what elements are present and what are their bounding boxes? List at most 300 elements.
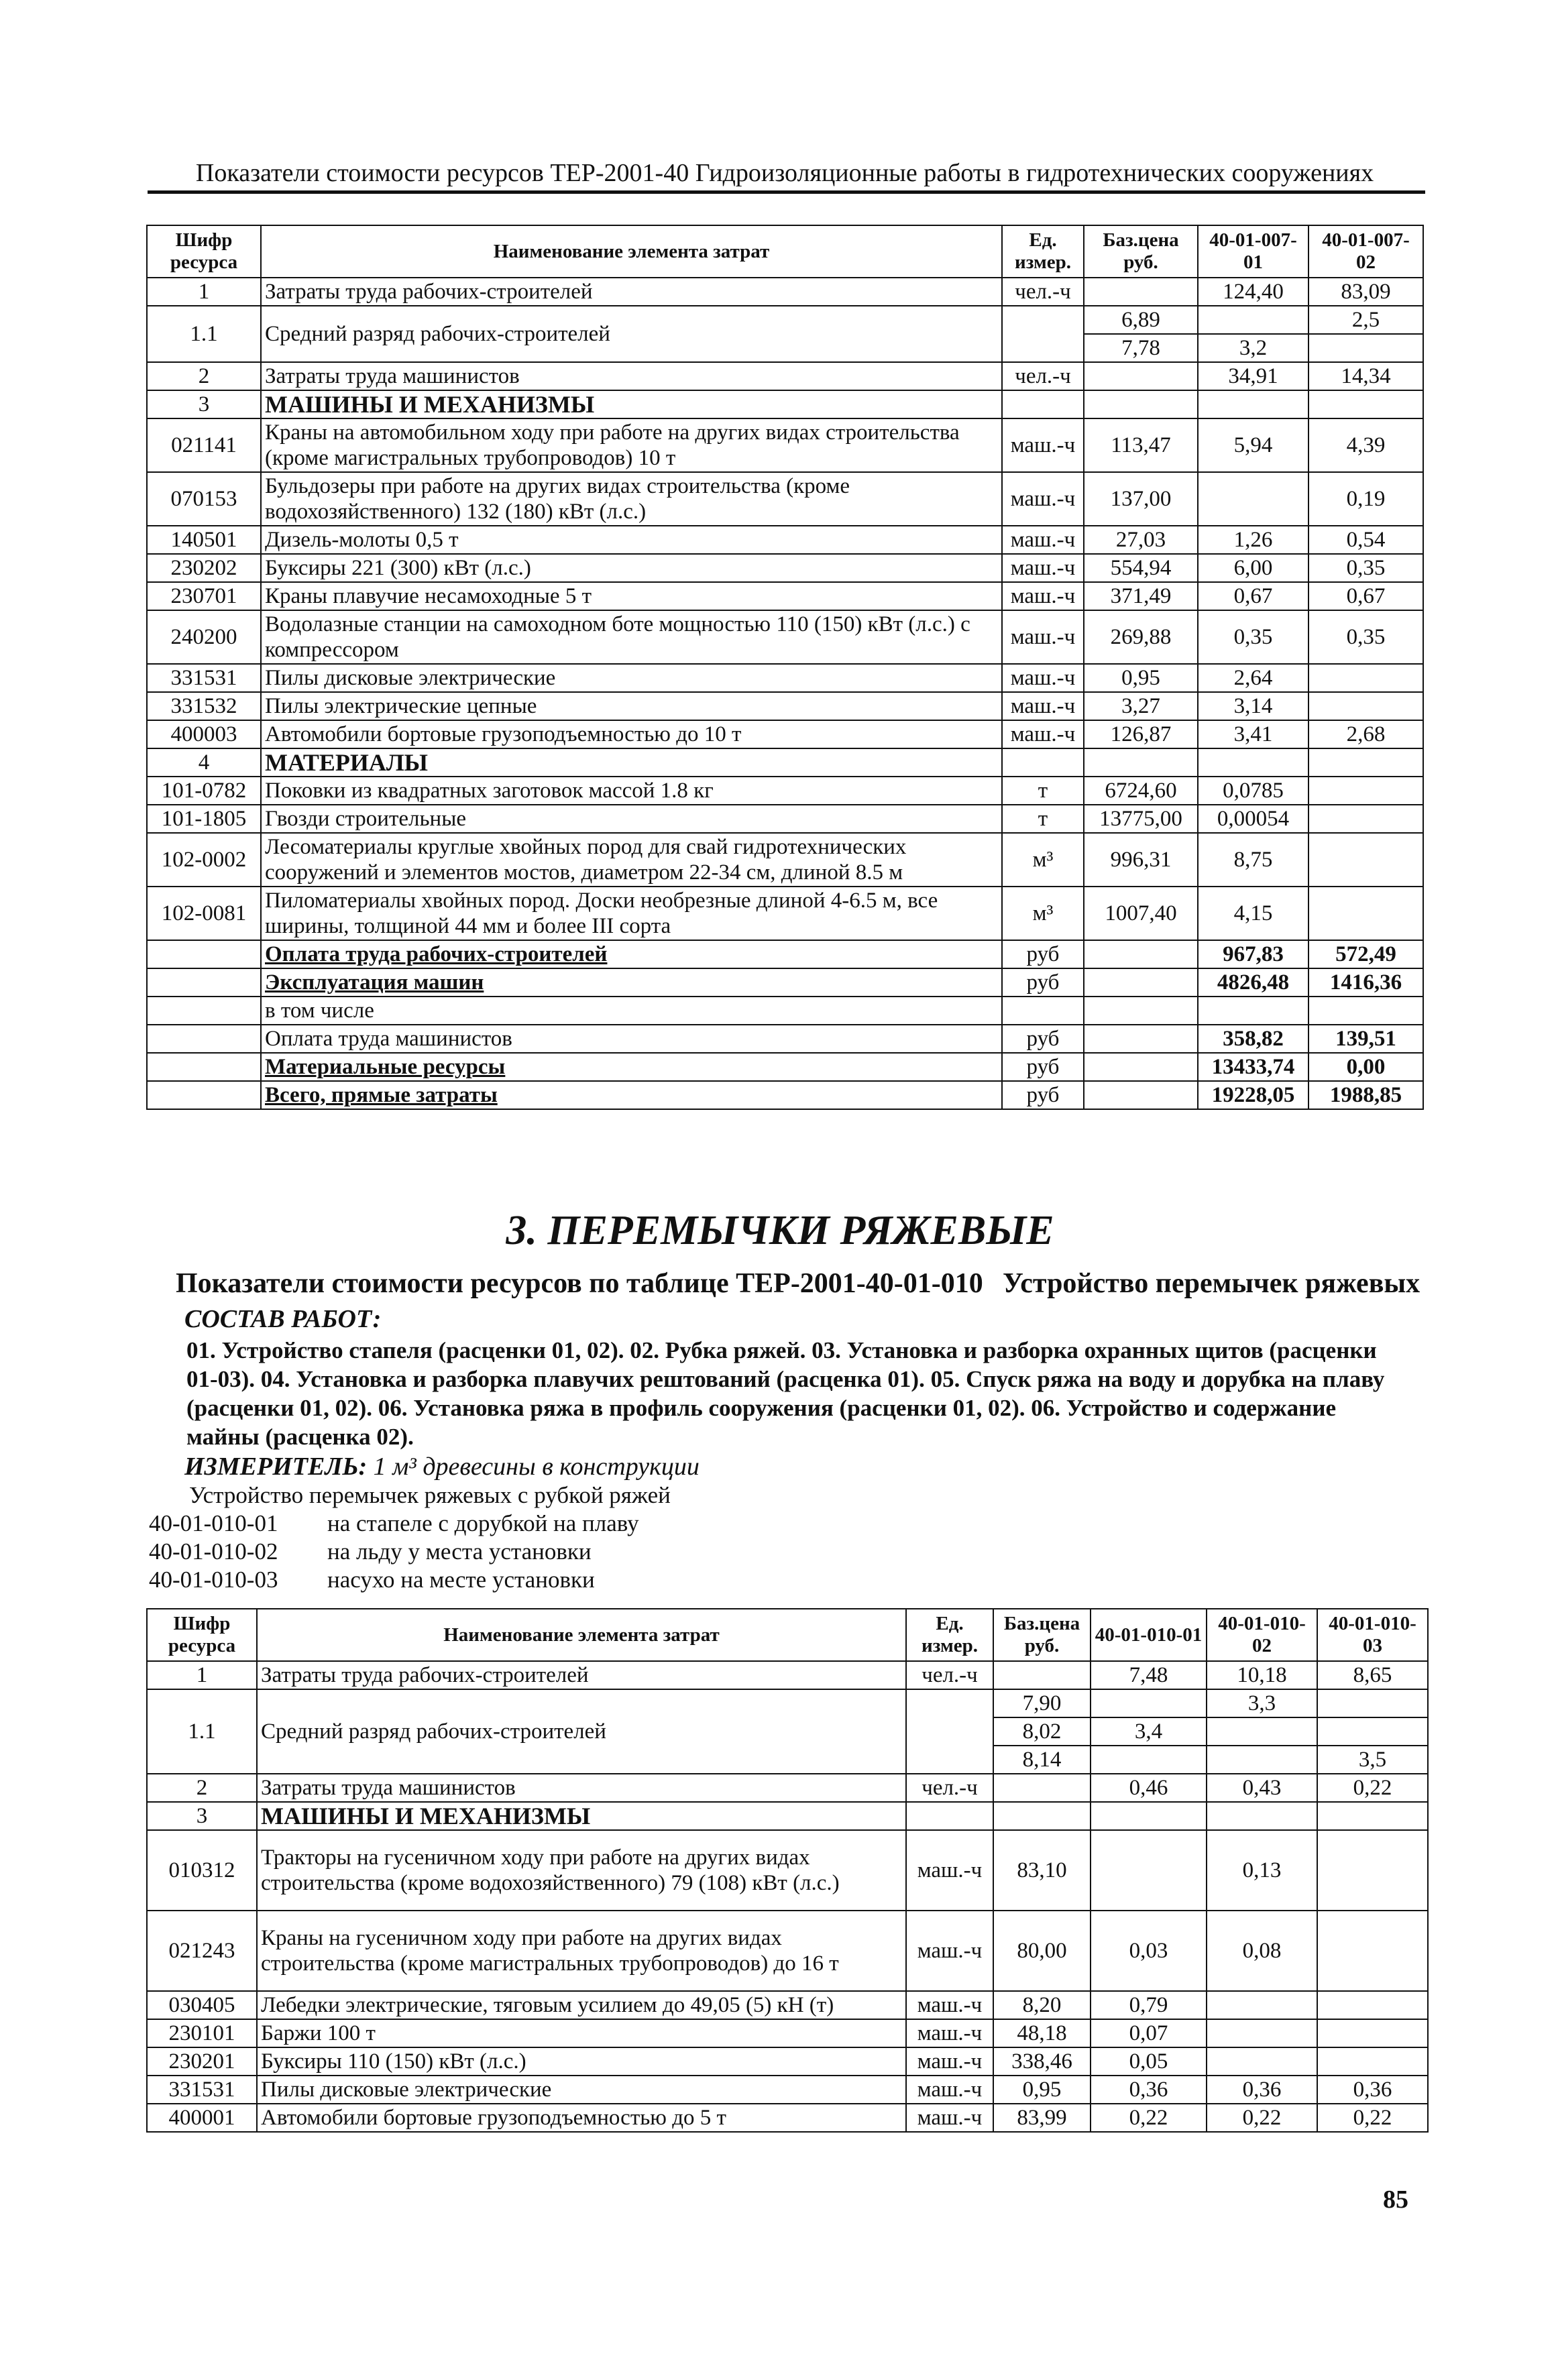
cell-code: 3 bbox=[147, 1802, 257, 1830]
composition-label: СОСТАВ РАБОТ: bbox=[184, 1305, 382, 1333]
cell-name: Автомобили бортовые грузоподъемностью до 5 т bbox=[257, 2104, 906, 2132]
cell-norm-1: 5,94 bbox=[1198, 418, 1308, 472]
col-header-norm-2: 40-01-010-02 bbox=[1207, 1609, 1317, 1661]
col-header-unit: Ед. измер. bbox=[906, 1609, 993, 1661]
cell-price: 80,00 bbox=[993, 1911, 1091, 1991]
cell-name: Затраты труда машинистов bbox=[261, 362, 1002, 390]
cell-price bbox=[993, 1774, 1091, 1802]
cell-name: Всего, прямые затраты bbox=[261, 1081, 1002, 1109]
cell-name: МАШИНЫ И МЕХАНИЗМЫ bbox=[261, 390, 1002, 418]
cell-code: 101-0782 bbox=[147, 777, 261, 805]
cell-norm-1: 0,07 bbox=[1091, 2019, 1207, 2047]
cell-norm-2: 0,43 bbox=[1207, 1774, 1317, 1802]
cell-price: 371,49 bbox=[1084, 582, 1198, 610]
cell-norm-3 bbox=[1317, 1911, 1428, 1991]
cell-norm-1: 0,22 bbox=[1091, 2104, 1207, 2132]
cell-name: Автомобили бортовые грузоподъемностью до 10 т bbox=[261, 720, 1002, 748]
cell-norm-3: 0,22 bbox=[1317, 1774, 1428, 1802]
cell-unit: маш.-ч bbox=[1002, 472, 1084, 526]
cell-norm-1 bbox=[1091, 1830, 1207, 1911]
cell-price bbox=[1084, 390, 1198, 418]
cell-unit bbox=[1002, 748, 1084, 777]
cell-unit: чел.-ч bbox=[1002, 362, 1084, 390]
cell-unit: маш.-ч bbox=[906, 1830, 993, 1911]
cell-unit: маш.-ч bbox=[1002, 720, 1084, 748]
summary-row bbox=[147, 1081, 1423, 1109]
cell-norm-2: 0,67 bbox=[1308, 582, 1423, 610]
cell-price bbox=[993, 1802, 1091, 1830]
header-rule bbox=[148, 190, 1425, 194]
cell-price: 554,94 bbox=[1084, 554, 1198, 582]
cell-norm-1: 0,46 bbox=[1091, 1774, 1207, 1802]
cell-name: Пилы электрические цепные bbox=[261, 692, 1002, 720]
cell-norm-1: 358,82 bbox=[1198, 1025, 1308, 1053]
cell-norm-3: 0,22 bbox=[1317, 2104, 1428, 2132]
cell-unit: т bbox=[1002, 805, 1084, 833]
cell-price: 0,95 bbox=[1084, 664, 1198, 692]
cell-norm-1: 0,36 bbox=[1091, 2076, 1207, 2104]
cell-price: 3,27 bbox=[1084, 692, 1198, 720]
summary-row bbox=[147, 940, 1423, 968]
page-number: 85 bbox=[1383, 2186, 1408, 2214]
table-row bbox=[147, 720, 1423, 748]
cell-code: 030405 bbox=[147, 1991, 257, 2019]
cell-name: Оплата труда машинистов bbox=[261, 1025, 1002, 1053]
cell-price: 1007,40 bbox=[1084, 887, 1198, 940]
meter-label-text: ИЗМЕРИТЕЛЬ: bbox=[184, 1453, 368, 1481]
cell-unit: руб bbox=[1002, 940, 1084, 968]
col-header-norm-1: 40-01-010-01 bbox=[1091, 1609, 1207, 1661]
summary-row bbox=[147, 1053, 1423, 1081]
cell-norm-2 bbox=[1308, 997, 1423, 1025]
cell-code: 331532 bbox=[147, 692, 261, 720]
cell-norm-2 bbox=[1207, 1746, 1317, 1774]
cell-norm-3 bbox=[1317, 1830, 1428, 1911]
cell-unit: маш.-ч bbox=[1002, 418, 1084, 472]
cell-norm-1: 0,05 bbox=[1091, 2047, 1207, 2076]
cell-code bbox=[147, 940, 261, 968]
table-row bbox=[147, 1911, 1428, 1991]
table-row bbox=[147, 1802, 1428, 1830]
cell-code: 102-0081 bbox=[147, 887, 261, 940]
cell-norm-2: 1416,36 bbox=[1308, 968, 1423, 997]
table-row bbox=[147, 833, 1423, 887]
cell-name: Бульдозеры при работе на других видах строительства (кроме водохозяйственного) 132 (180) кВт (л.с.) bbox=[261, 472, 1002, 526]
meter-label bbox=[184, 1452, 700, 1481]
cell-norm-2: 2,5 bbox=[1308, 306, 1423, 334]
cell-name: Краны плавучие несамоходные 5 т bbox=[261, 582, 1002, 610]
cell-code: 230101 bbox=[147, 2019, 257, 2047]
table-row bbox=[147, 1774, 1428, 1802]
cell-norm-2: 0,54 bbox=[1308, 526, 1423, 554]
cell-price: 996,31 bbox=[1084, 833, 1198, 887]
cell-norm-3 bbox=[1317, 2019, 1428, 2047]
cell-code: 3 bbox=[147, 390, 261, 418]
cell-unit: маш.-ч bbox=[906, 2104, 993, 2132]
table-row bbox=[147, 2047, 1428, 2076]
cell-price bbox=[1084, 1025, 1198, 1053]
cell-norm-1: 124,40 bbox=[1198, 278, 1308, 306]
cell-norm-1: 13433,74 bbox=[1198, 1053, 1308, 1081]
rate-item-code: 40-01-010-02 bbox=[149, 1538, 278, 1565]
cell-price: 8,02 bbox=[993, 1717, 1091, 1746]
cell-norm-1: 6,00 bbox=[1198, 554, 1308, 582]
section-subtitle-name: Устройство перемычек ряжевых bbox=[1003, 1268, 1420, 1299]
col-header-name: Наименование элемента затрат bbox=[261, 225, 1002, 278]
cell-norm-1 bbox=[1198, 306, 1308, 334]
cell-norm-3 bbox=[1317, 1689, 1428, 1717]
cell-price: 13775,00 bbox=[1084, 805, 1198, 833]
col-header-norm-1: 40-01-007-01 bbox=[1198, 225, 1308, 278]
rate-item-text: насухо на месте установки bbox=[327, 1567, 595, 1593]
cell-norm-2: 1988,85 bbox=[1308, 1081, 1423, 1109]
cell-code: 4 bbox=[147, 748, 261, 777]
rate-item-text: на льду у места установки bbox=[327, 1538, 592, 1565]
cell-name: Баржи 100 т bbox=[257, 2019, 906, 2047]
cell-norm-3 bbox=[1317, 1717, 1428, 1746]
cell-price bbox=[1084, 362, 1198, 390]
cell-norm-2: 0,35 bbox=[1308, 554, 1423, 582]
page-header: Показатели стоимости ресурсов ТЕР-2001-40 Гидроизоляционные работы в гидротехнических сооружениях bbox=[195, 159, 1374, 187]
cell-name: Поковки из квадратных заготовок массой 1.8 кг bbox=[261, 777, 1002, 805]
cell-code: 1.1 bbox=[147, 1689, 257, 1774]
cell-unit bbox=[906, 1802, 993, 1830]
table-row bbox=[147, 1689, 1428, 1717]
table-row bbox=[147, 472, 1423, 526]
cell-norm-2 bbox=[1308, 748, 1423, 777]
cell-unit: маш.-ч bbox=[1002, 554, 1084, 582]
cell-price: 83,10 bbox=[993, 1830, 1091, 1911]
composition-text: 01. Устройство стапеля (расценки 01, 02). 02. Рубка ряжей. 03. Установка и разборка охранных щитов (расценки 01-03). 04. Установка и разборка плавучих рештований (расценка 01). 05. Спуск ряжа на воду и дорубка на плаву (расценки 01, 02). 06. Установка ряжа в профиль сооружения (расценки 01, 02). 06. Устройство и содержание майны (расценка 02). bbox=[186, 1337, 1385, 1450]
cell-code bbox=[147, 1053, 261, 1081]
table-row bbox=[147, 805, 1423, 833]
cell-norm-1: 3,41 bbox=[1198, 720, 1308, 748]
cell-norm-2 bbox=[1308, 887, 1423, 940]
cell-unit bbox=[906, 1689, 993, 1774]
cell-norm-1 bbox=[1198, 390, 1308, 418]
cell-norm-3: 8,65 bbox=[1317, 1661, 1428, 1689]
cell-price bbox=[1084, 748, 1198, 777]
cell-unit: чел.-ч bbox=[906, 1774, 993, 1802]
cell-name: Дизель-молоты 0,5 т bbox=[261, 526, 1002, 554]
cell-norm-2 bbox=[1308, 805, 1423, 833]
cell-price: 137,00 bbox=[1084, 472, 1198, 526]
cell-price bbox=[1084, 1081, 1198, 1109]
cell-norm-2: 4,39 bbox=[1308, 418, 1423, 472]
cell-code: 230202 bbox=[147, 554, 261, 582]
cell-unit: маш.-ч bbox=[906, 2047, 993, 2076]
cell-norm-1 bbox=[1198, 472, 1308, 526]
rate-item-text: на стапеле с дорубкой на плаву bbox=[327, 1510, 639, 1536]
table-row bbox=[147, 1991, 1428, 2019]
cell-norm-1: 0,0785 bbox=[1198, 777, 1308, 805]
cell-unit: руб bbox=[1002, 1053, 1084, 1081]
cell-norm-1: 3,14 bbox=[1198, 692, 1308, 720]
rate-item-code: 40-01-010-01 bbox=[149, 1510, 278, 1536]
cell-norm-1: 0,35 bbox=[1198, 610, 1308, 664]
cell-norm-2: 572,49 bbox=[1308, 940, 1423, 968]
cell-code: 331531 bbox=[147, 2076, 257, 2104]
cell-price: 83,99 bbox=[993, 2104, 1091, 2132]
cell-norm-2 bbox=[1308, 334, 1423, 362]
cell-price: 126,87 bbox=[1084, 720, 1198, 748]
cell-unit: м³ bbox=[1002, 833, 1084, 887]
cell-norm-3 bbox=[1317, 2047, 1428, 2076]
cell-norm-1: 0,79 bbox=[1091, 1991, 1207, 2019]
cell-norm-2 bbox=[1308, 692, 1423, 720]
cell-norm-1: 4826,48 bbox=[1198, 968, 1308, 997]
cell-norm-3: 0,36 bbox=[1317, 2076, 1428, 2104]
col-header-norm-2: 40-01-007-02 bbox=[1308, 225, 1423, 278]
cell-name: Лесоматериалы круглые хвойных пород для свай гидротехнических сооружений и элементов мостов, диаметром 22-34 см, длиной 8.5 м bbox=[261, 833, 1002, 887]
cell-name: МАШИНЫ И МЕХАНИЗМЫ bbox=[257, 1802, 906, 1830]
cell-norm-2: 0,36 bbox=[1207, 2076, 1317, 2104]
table-row bbox=[147, 418, 1423, 472]
cell-name: Краны на гусеничном ходу при работе на других видах строительства (кроме магистральных трубопроводов) до 16 т bbox=[257, 1911, 906, 1991]
cell-price: 338,46 bbox=[993, 2047, 1091, 2076]
cell-norm-1: 7,48 bbox=[1091, 1661, 1207, 1689]
cell-norm-2: 10,18 bbox=[1207, 1661, 1317, 1689]
rate-item-code: 40-01-010-03 bbox=[149, 1567, 278, 1593]
col-header-price: Баз.цена руб. bbox=[993, 1609, 1091, 1661]
cell-norm-2: 83,09 bbox=[1308, 278, 1423, 306]
cell-norm-2: 3,3 bbox=[1207, 1689, 1317, 1717]
table-row bbox=[147, 1830, 1428, 1911]
cell-code: 331531 bbox=[147, 664, 261, 692]
cell-code: 2 bbox=[147, 362, 261, 390]
cell-code bbox=[147, 1081, 261, 1109]
table-row bbox=[147, 2104, 1428, 2132]
cell-code: 2 bbox=[147, 1774, 257, 1802]
table-row bbox=[147, 390, 1423, 418]
cell-norm-2: 0,35 bbox=[1308, 610, 1423, 664]
cell-name: в том числе bbox=[261, 997, 1002, 1025]
cell-price bbox=[993, 1661, 1091, 1689]
cell-norm-3 bbox=[1317, 1802, 1428, 1830]
cell-code: 010312 bbox=[147, 1830, 257, 1911]
cell-unit: маш.-ч bbox=[1002, 526, 1084, 554]
cell-name: Затраты труда рабочих-строителей bbox=[257, 1661, 906, 1689]
cell-code: 070153 bbox=[147, 472, 261, 526]
col-header-unit: Ед. измер. bbox=[1002, 225, 1084, 278]
cell-code bbox=[147, 1025, 261, 1053]
cell-price bbox=[1084, 940, 1198, 968]
cell-norm-1: 2,64 bbox=[1198, 664, 1308, 692]
cell-unit: маш.-ч bbox=[906, 2076, 993, 2104]
cell-norm-1 bbox=[1198, 997, 1308, 1025]
cell-norm-1: 0,03 bbox=[1091, 1911, 1207, 1991]
cell-unit: руб bbox=[1002, 1081, 1084, 1109]
section-subtitle: Показатели стоимости ресурсов по таблице ТЕР-2001-40-01-010 bbox=[176, 1268, 983, 1299]
cell-code bbox=[147, 968, 261, 997]
cell-name: Пилы дисковые электрические bbox=[261, 664, 1002, 692]
cell-norm-2: 139,51 bbox=[1308, 1025, 1423, 1053]
cell-name: Средний разряд рабочих-строителей bbox=[261, 306, 1002, 362]
table-row bbox=[147, 887, 1423, 940]
cell-norm-2 bbox=[1207, 2019, 1317, 2047]
resource-table-1 bbox=[146, 225, 1424, 1110]
cell-norm-2 bbox=[1207, 1991, 1317, 2019]
cell-norm-1 bbox=[1091, 1689, 1207, 1717]
cell-name: Лебедки электрические, тяговым усилием до 49,05 (5) кН (т) bbox=[257, 1991, 906, 2019]
cell-norm-2: 0,22 bbox=[1207, 2104, 1317, 2132]
cell-code bbox=[147, 997, 261, 1025]
cell-unit: маш.-ч bbox=[1002, 664, 1084, 692]
cell-unit: маш.-ч bbox=[906, 2019, 993, 2047]
cell-name: МАТЕРИАЛЫ bbox=[261, 748, 1002, 777]
cell-norm-1 bbox=[1091, 1746, 1207, 1774]
cell-code: 140501 bbox=[147, 526, 261, 554]
cell-code: 400001 bbox=[147, 2104, 257, 2132]
cell-unit bbox=[1002, 306, 1084, 362]
cell-price: 113,47 bbox=[1084, 418, 1198, 472]
table-row bbox=[147, 2019, 1428, 2047]
table-row bbox=[147, 610, 1423, 664]
cell-unit bbox=[1002, 997, 1084, 1025]
cell-norm-2 bbox=[1308, 777, 1423, 805]
group-title: Устройство перемычек ряжевых с рубкой ряжей bbox=[189, 1482, 671, 1508]
table-row bbox=[147, 2076, 1428, 2104]
cell-norm-2: 2,68 bbox=[1308, 720, 1423, 748]
col-header-norm-3: 40-01-010-03 bbox=[1317, 1609, 1428, 1661]
cell-price: 6,89 bbox=[1084, 306, 1198, 334]
table-row bbox=[147, 777, 1423, 805]
cell-name: Буксиры 110 (150) кВт (л.с.) bbox=[257, 2047, 906, 2076]
cell-norm-2: 0,13 bbox=[1207, 1830, 1317, 1911]
table-row bbox=[147, 1661, 1428, 1689]
cell-price: 0,95 bbox=[993, 2076, 1091, 2104]
cell-name: Затраты труда машинистов bbox=[257, 1774, 906, 1802]
cell-name: Краны на автомобильном ходу при работе на других видах строительства (кроме магистральных трубопроводов) 10 т bbox=[261, 418, 1002, 472]
cell-name: Водолазные станции на самоходном боте мощностью 110 (150) кВт (л.с.) с компрессором bbox=[261, 610, 1002, 664]
meter-value: 1 м³ древесины в конструкции bbox=[373, 1453, 700, 1481]
cell-code: 101-1805 bbox=[147, 805, 261, 833]
cell-price: 269,88 bbox=[1084, 610, 1198, 664]
cell-price: 8,20 bbox=[993, 1991, 1091, 2019]
cell-norm-3 bbox=[1317, 1991, 1428, 2019]
cell-unit: руб bbox=[1002, 968, 1084, 997]
cell-unit: чел.-ч bbox=[906, 1661, 993, 1689]
col-header-price: Баз.цена руб. bbox=[1084, 225, 1198, 278]
cell-norm-1: 1,26 bbox=[1198, 526, 1308, 554]
cell-code: 230701 bbox=[147, 582, 261, 610]
table-row bbox=[147, 306, 1423, 334]
cell-norm-2 bbox=[1207, 1802, 1317, 1830]
cell-norm-2: 14,34 bbox=[1308, 362, 1423, 390]
cell-code: 102-0002 bbox=[147, 833, 261, 887]
cell-norm-2 bbox=[1207, 1717, 1317, 1746]
cell-norm-1: 0,00054 bbox=[1198, 805, 1308, 833]
section-title: 3. ПЕРЕМЫЧКИ РЯЖЕВЫЕ bbox=[506, 1208, 1054, 1253]
cell-price bbox=[1084, 997, 1198, 1025]
cell-price: 8,14 bbox=[993, 1746, 1091, 1774]
cell-name: Пилы дисковые электрические bbox=[257, 2076, 906, 2104]
cell-norm-1 bbox=[1091, 1802, 1207, 1830]
cell-norm-2: 0,08 bbox=[1207, 1911, 1317, 1991]
col-header-name: Наименование элемента затрат bbox=[257, 1609, 906, 1661]
cell-code: 1 bbox=[147, 278, 261, 306]
cell-unit bbox=[1002, 390, 1084, 418]
cell-norm-2: 0,00 bbox=[1308, 1053, 1423, 1081]
cell-norm-1: 19228,05 bbox=[1198, 1081, 1308, 1109]
table-row bbox=[147, 582, 1423, 610]
cell-unit: руб bbox=[1002, 1025, 1084, 1053]
cell-norm-1: 34,91 bbox=[1198, 362, 1308, 390]
table-row bbox=[147, 554, 1423, 582]
cell-name: Буксиры 221 (300) кВт (л.с.) bbox=[261, 554, 1002, 582]
table-row bbox=[147, 526, 1423, 554]
cell-norm-1 bbox=[1198, 748, 1308, 777]
cell-name: Пиломатериалы хвойных пород. Доски необрезные длиной 4-6.5 м, все ширины, толщиной 44 мм и более III сорта bbox=[261, 887, 1002, 940]
cell-price bbox=[1084, 278, 1198, 306]
cell-norm-2 bbox=[1308, 833, 1423, 887]
cell-code: 1.1 bbox=[147, 306, 261, 362]
cell-unit: т bbox=[1002, 777, 1084, 805]
cell-unit: чел.-ч bbox=[1002, 278, 1084, 306]
col-header-code: Шифр ресурса bbox=[147, 225, 261, 278]
cell-unit: маш.-ч bbox=[906, 1911, 993, 1991]
cell-price bbox=[1084, 1053, 1198, 1081]
cell-norm-2 bbox=[1308, 390, 1423, 418]
cell-price: 6724,60 bbox=[1084, 777, 1198, 805]
table-row bbox=[147, 664, 1423, 692]
cell-norm-1: 8,75 bbox=[1198, 833, 1308, 887]
cell-norm-2: 0,19 bbox=[1308, 472, 1423, 526]
resource-table-2 bbox=[146, 1608, 1429, 2133]
cell-norm-2 bbox=[1207, 2047, 1317, 2076]
cell-unit: м³ bbox=[1002, 887, 1084, 940]
cell-price: 7,90 bbox=[993, 1689, 1091, 1717]
cell-norm-2 bbox=[1308, 664, 1423, 692]
cell-norm-1: 967,83 bbox=[1198, 940, 1308, 968]
table-row bbox=[147, 362, 1423, 390]
cell-name: Эксплуатация машин bbox=[261, 968, 1002, 997]
table-row bbox=[147, 278, 1423, 306]
cell-norm-1: 4,15 bbox=[1198, 887, 1308, 940]
cell-price: 7,78 bbox=[1084, 334, 1198, 362]
cell-code: 021141 bbox=[147, 418, 261, 472]
cell-norm-1: 3,2 bbox=[1198, 334, 1308, 362]
cell-name: Гвозди строительные bbox=[261, 805, 1002, 833]
cell-name: Затраты труда рабочих-строителей bbox=[261, 278, 1002, 306]
cell-unit: маш.-ч bbox=[906, 1991, 993, 2019]
cell-code: 021243 bbox=[147, 1911, 257, 1991]
col-header-code: Шифр ресурса bbox=[147, 1609, 257, 1661]
cell-norm-1: 3,4 bbox=[1091, 1717, 1207, 1746]
cell-price bbox=[1084, 968, 1198, 997]
cell-price: 27,03 bbox=[1084, 526, 1198, 554]
cell-code: 240200 bbox=[147, 610, 261, 664]
summary-row bbox=[147, 997, 1423, 1025]
cell-unit: маш.-ч bbox=[1002, 582, 1084, 610]
summary-row bbox=[147, 1025, 1423, 1053]
table-row bbox=[147, 692, 1423, 720]
cell-unit: маш.-ч bbox=[1002, 610, 1084, 664]
cell-code: 400003 bbox=[147, 720, 261, 748]
cell-price: 48,18 bbox=[993, 2019, 1091, 2047]
table-row bbox=[147, 748, 1423, 777]
cell-name: Средний разряд рабочих-строителей bbox=[257, 1689, 906, 1774]
cell-norm-3: 3,5 bbox=[1317, 1746, 1428, 1774]
cell-name: Оплата труда рабочих-строителей bbox=[261, 940, 1002, 968]
cell-code: 1 bbox=[147, 1661, 257, 1689]
cell-unit: маш.-ч bbox=[1002, 692, 1084, 720]
cell-norm-1: 0,67 bbox=[1198, 582, 1308, 610]
cell-name: Тракторы на гусеничном ходу при работе на других видах строительства (кроме водохозяйственного) 79 (108) кВт (л.с.) bbox=[257, 1830, 906, 1911]
cell-code: 230201 bbox=[147, 2047, 257, 2076]
cell-name: Материальные ресурсы bbox=[261, 1053, 1002, 1081]
summary-row bbox=[147, 968, 1423, 997]
